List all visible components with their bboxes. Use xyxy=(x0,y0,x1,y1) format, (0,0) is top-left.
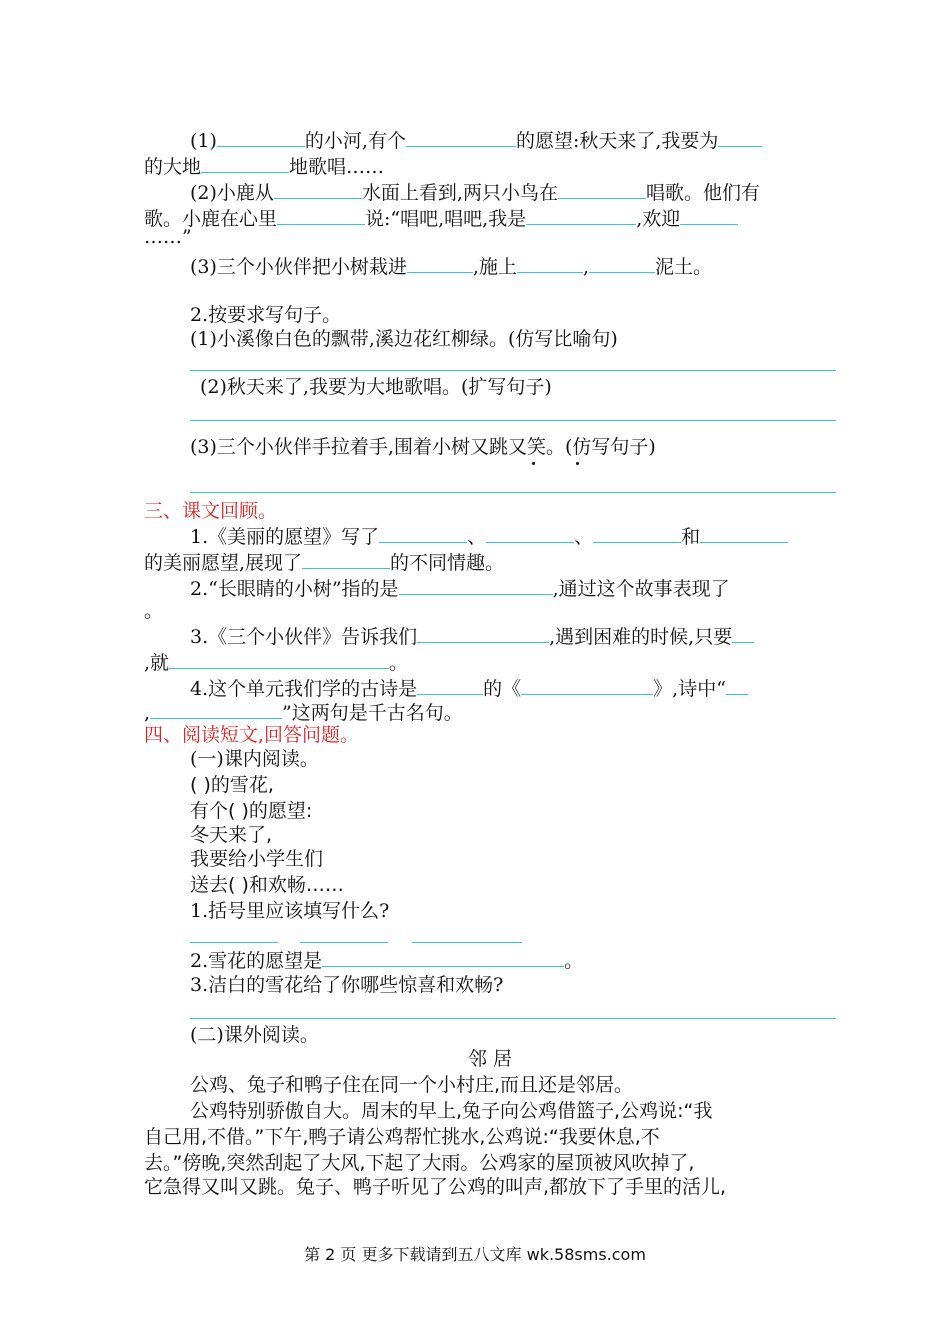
story-paragraph: 公鸡、兔子和鸭子住在同一个小村庄,而且还是邻居。 xyxy=(190,1074,634,1096)
blank[interactable] xyxy=(201,152,289,173)
blank[interactable] xyxy=(217,126,305,147)
answer-line[interactable] xyxy=(190,1018,836,1019)
write-q2: (2)秋天来了,我要为大地歌唱。(扩写句子) xyxy=(200,376,552,398)
story-paragraph: 去。”傍晚,突然刮起了大风,下起了大雨。公鸡家的屋顶被风吹掉了, xyxy=(144,1152,695,1174)
blank[interactable] xyxy=(169,648,389,669)
story-paragraph: 公鸡特别骄傲自大。周末的早上,兔子向公鸡借篮子,公鸡说:“我 xyxy=(190,1100,713,1122)
page-footer: 第 2 页 更多下载请到五八文库 wk.58sms.com xyxy=(304,1245,646,1264)
poem-line: 送去( )和欢畅…… xyxy=(190,874,344,896)
blank[interactable] xyxy=(718,126,762,147)
s3-q1-line2: 的美丽愿望,展现了 的不同情趣。 xyxy=(144,548,504,576)
section3-heading: 三、课文回顾。 xyxy=(144,500,278,522)
poem-line: ( )的雪花, xyxy=(190,774,274,796)
write-heading: 2.按要求写句子。 xyxy=(190,304,342,326)
blank[interactable] xyxy=(517,252,583,273)
emphasis-dot xyxy=(532,462,535,465)
blank[interactable] xyxy=(150,698,282,719)
s4-q1: 1.括号里应该填写什么? xyxy=(190,900,390,922)
fill-q2-line3: ……” xyxy=(144,226,192,248)
answer-line[interactable] xyxy=(412,942,522,943)
blank[interactable] xyxy=(274,178,362,199)
s3-q4-line1: 4.这个单元我们学的古诗是 的《 》,诗中“ xyxy=(190,674,748,702)
blank[interactable] xyxy=(486,522,574,543)
fill-q3-line: (3)三个小伙伴把小树栽进 ,施上 , 泥土。 xyxy=(190,252,712,280)
blank[interactable] xyxy=(680,204,738,225)
story-title: 邻 居 xyxy=(468,1048,513,1070)
answer-line[interactable] xyxy=(190,420,836,421)
blank[interactable] xyxy=(589,252,655,273)
blank[interactable] xyxy=(558,178,646,199)
s4-q3: 3.洁白的雪花给了你哪些惊喜和欢畅? xyxy=(190,974,504,996)
story-paragraph: 它急得又叫又跳。兔子、鸭子听见了公鸡的叫声,都放下了手里的活儿, xyxy=(144,1176,727,1198)
blank[interactable] xyxy=(526,204,636,225)
blank[interactable] xyxy=(521,674,653,695)
blank[interactable] xyxy=(322,946,564,967)
blank[interactable] xyxy=(732,622,754,643)
emphasis-dot xyxy=(576,462,579,465)
s3-q3-line2: ,就 。 xyxy=(144,648,408,676)
story-paragraph: 自己用,不借。”下午,鸭子请公鸡帮忙挑水,公鸡说:“我要休息,不 xyxy=(144,1126,660,1148)
s3-q4-line2: , ”这两句是千古名句。 xyxy=(144,698,463,726)
fill-q1-line2: 的大地 地歌唱…… xyxy=(144,152,384,180)
blank[interactable] xyxy=(399,574,553,595)
poem-line: 我要给小学生们 xyxy=(190,848,324,870)
blank[interactable] xyxy=(302,548,390,569)
answer-line[interactable] xyxy=(300,942,388,943)
s3-q1-line1: 1.《美丽的愿望》写了 、 、 和 xyxy=(190,522,788,550)
blank[interactable] xyxy=(406,126,516,147)
poem-line: 冬天来了, xyxy=(190,824,273,846)
poem-line: 有个( )的愿望: xyxy=(190,800,313,822)
blank[interactable] xyxy=(277,204,365,225)
blank[interactable] xyxy=(726,674,748,695)
s3-q2-line2: 。 xyxy=(144,600,164,622)
blank[interactable] xyxy=(417,622,549,643)
fill-q2-line2: 歌。小鹿在心里 说:“唱吧,唱吧,我是 ,欢迎 xyxy=(144,204,738,232)
part1-heading: (一)课内阅读。 xyxy=(190,748,319,770)
fill-q1-line1: (1) 的小河,有个 的愿望:秋天来了,我要为 xyxy=(190,126,762,154)
s3-q2-line1: 2.“长眼睛的小树”指的是 ,通过这个故事表现了 xyxy=(190,574,730,602)
write-q1: (1)小溪像白色的飘带,溪边花红柳绿。(仿写比喻句) xyxy=(190,328,618,350)
answer-line[interactable] xyxy=(190,942,278,943)
s3-q3-line1: 3.《三个小伙伴》告诉我们 ,遇到困难的时候,只要 xyxy=(190,622,754,650)
blank[interactable] xyxy=(417,674,483,695)
answer-line[interactable] xyxy=(190,370,836,371)
write-q3: (3)三个小伙伴手拉着手,围着小树又跳又笑。(仿写句子) xyxy=(190,436,656,458)
blank[interactable] xyxy=(593,522,681,543)
blank[interactable] xyxy=(700,522,788,543)
section4-heading: 四、阅读短文,回答问题。 xyxy=(144,724,360,746)
part2-heading: (二)课外阅读。 xyxy=(190,1024,319,1046)
s4-q2: 2.雪花的愿望是 。 xyxy=(190,946,583,974)
blank[interactable] xyxy=(379,522,467,543)
fill-q2-line1: (2)小鹿从 水面上看到,两只小鸟在 唱歌。他们有 xyxy=(190,178,760,206)
answer-line[interactable] xyxy=(190,492,836,493)
blank[interactable] xyxy=(407,252,473,273)
